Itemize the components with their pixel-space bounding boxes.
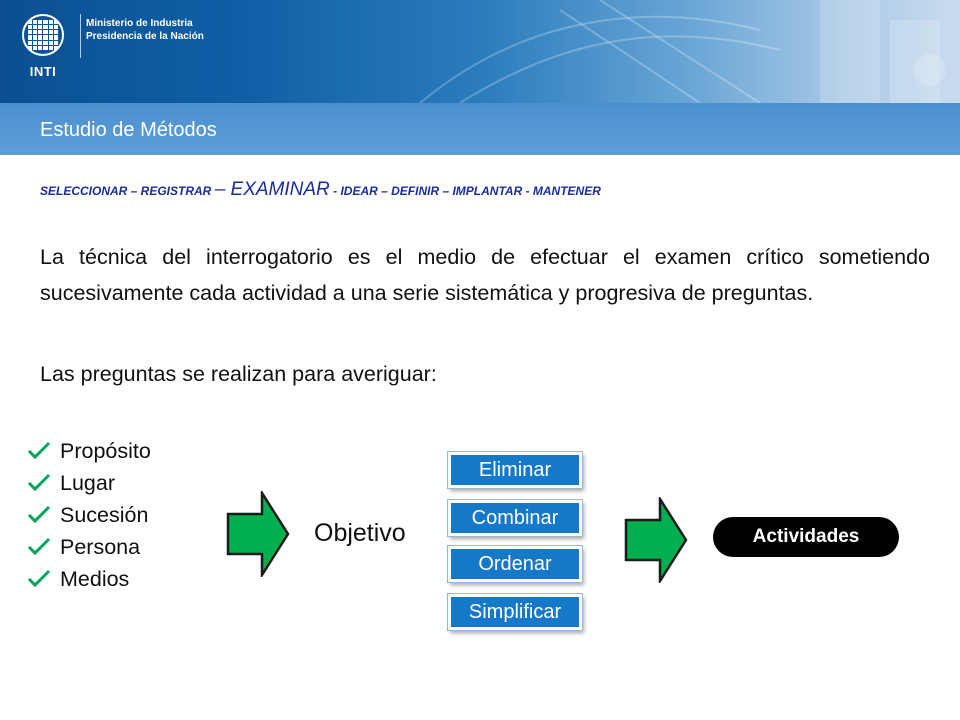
- arrow-right-icon: [226, 491, 290, 577]
- banner-decoration: [0, 0, 960, 103]
- questions-paragraph: Las preguntas se realizan para averiguar:: [40, 362, 437, 386]
- check-icon: [24, 504, 54, 526]
- list-item-label: Propósito: [60, 438, 151, 463]
- ministry-line2: Presidencia de la Nación: [86, 31, 204, 42]
- action-combinar: Combinar: [448, 500, 582, 536]
- list-item: [24, 563, 151, 595]
- steps-after: - IDEAR – DEFINIR – IMPLANTAR - MANTENER: [329, 184, 601, 198]
- intro-paragraph: La técnica del interrogatorio es el medio de efectuar el examen crítico sometiendo sucesivamente cada actividad a una serie sistemática y progresiva de preguntas.: [40, 245, 930, 305]
- ministry-line1: Ministerio de Industria: [86, 18, 193, 29]
- list-item: [24, 531, 151, 563]
- objetivo-label: Objetivo: [314, 519, 406, 547]
- header-banner: [0, 0, 960, 103]
- page-title: Estudio de Métodos: [40, 119, 217, 141]
- check-icon: [24, 472, 54, 494]
- action-eliminar: Eliminar: [448, 452, 582, 488]
- inti-logo: [14, 10, 72, 90]
- list-item-label: Sucesión: [60, 502, 149, 527]
- ministry-label: [86, 17, 204, 43]
- check-icon: [24, 440, 54, 462]
- method-steps: [40, 179, 601, 201]
- title-bar: [0, 103, 960, 155]
- check-icon: [24, 568, 54, 590]
- steps-highlight: – EXAMINAR: [214, 179, 330, 200]
- question-checklist: [24, 435, 151, 595]
- list-item-label: Medios: [60, 566, 130, 591]
- action-ordenar: Ordenar: [448, 546, 582, 582]
- actividades-badge: Actividades: [713, 517, 899, 557]
- arrow-right-icon: [624, 497, 688, 583]
- check-icon: [24, 536, 54, 558]
- list-item: [24, 499, 151, 531]
- list-item: [24, 467, 151, 499]
- list-item-label: Lugar: [60, 470, 115, 495]
- logo-text: INTI: [29, 64, 57, 79]
- header-divider: [80, 14, 81, 58]
- steps-before: SELECCIONAR – REGISTRAR: [40, 184, 215, 198]
- action-simplificar: Simplificar: [448, 594, 582, 630]
- list-item-label: Persona: [60, 534, 141, 559]
- logo-grid-icon: [22, 14, 64, 56]
- list-item: [24, 435, 151, 467]
